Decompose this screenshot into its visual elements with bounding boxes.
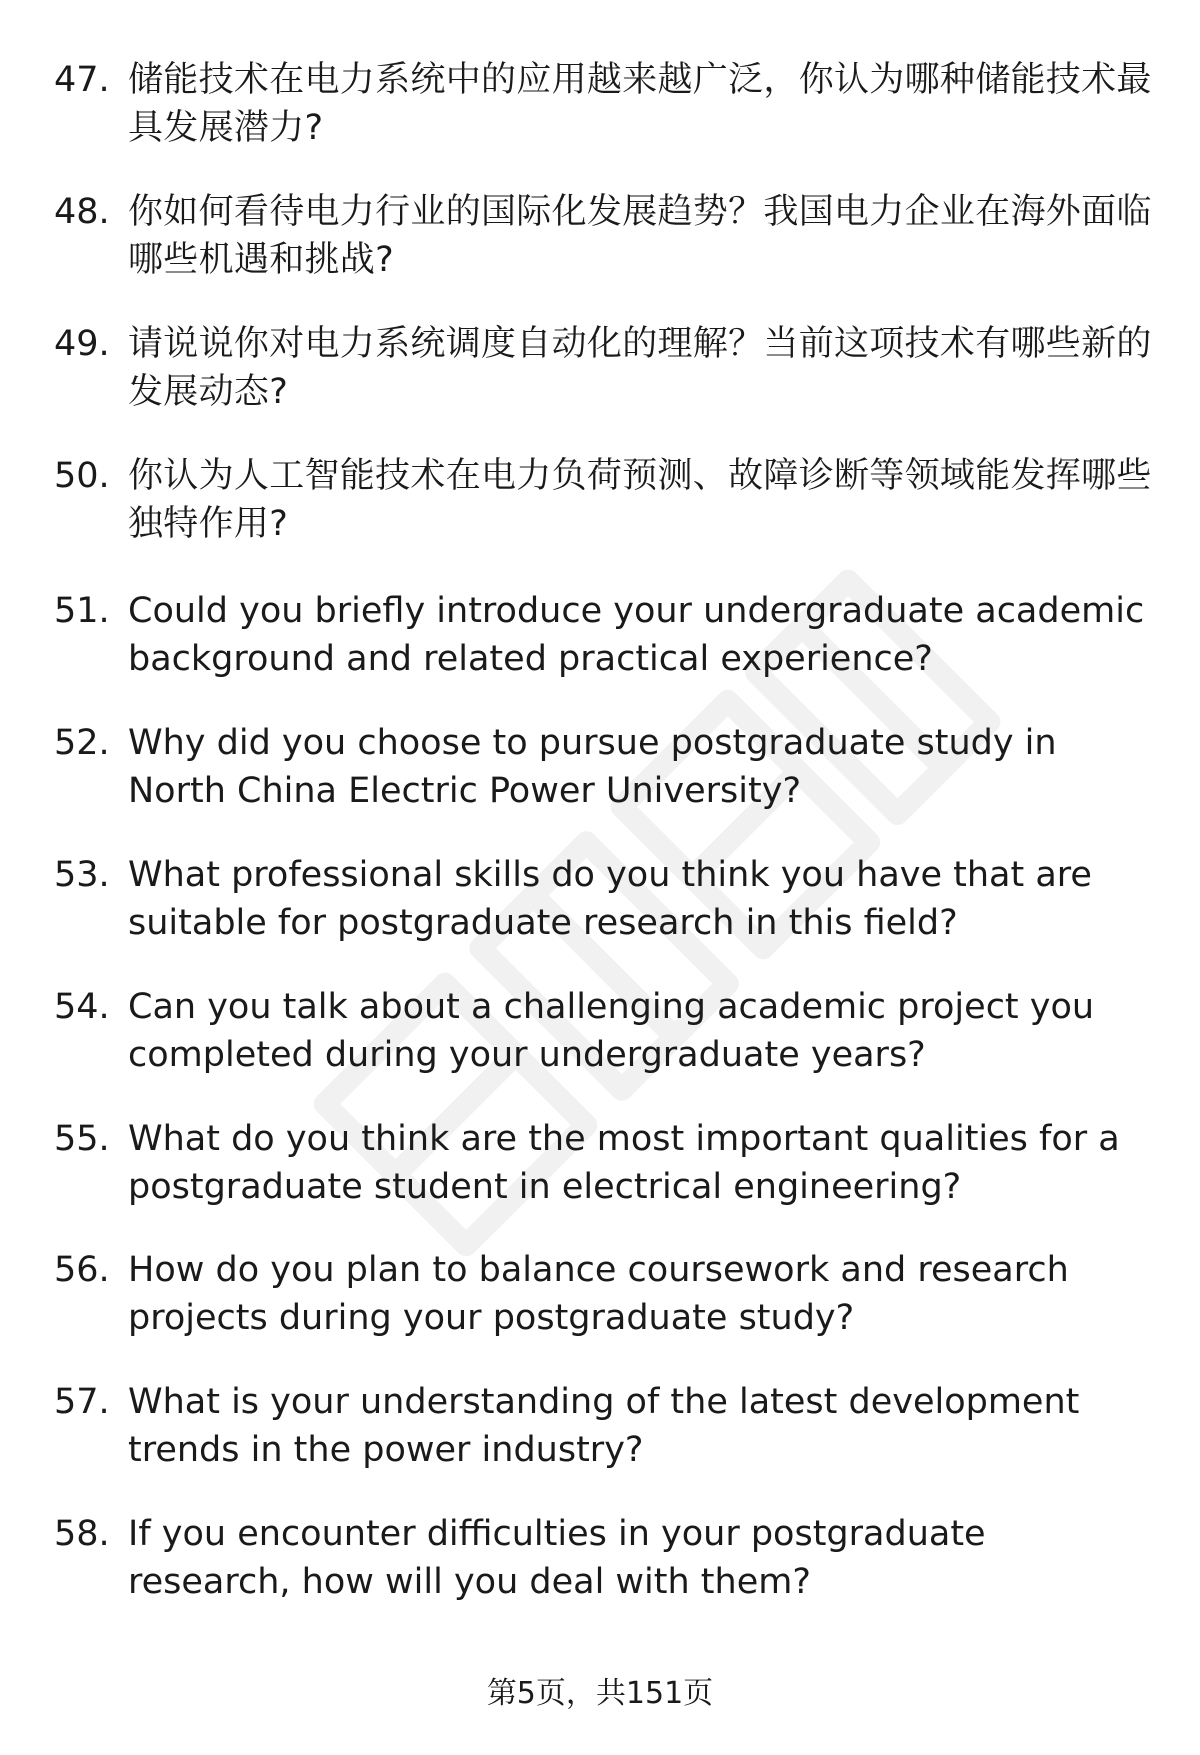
question-text: 你如何看待电力行业的国际化发展趋势？我国电力企业在海外面临哪些机遇和挑战? (128, 192, 1152, 280)
question-item (0, 1510, 1200, 1620)
question-text: Can you talk about a challenging academic project you completed during your undergraduate years? (128, 987, 1095, 1075)
question-text: What is your understanding of the latest development trends in the power industry? (128, 1382, 1080, 1470)
question-item (0, 719, 1200, 829)
question-text: What professional skills do you think you have that are suitable for postgraduate research in this field? (128, 855, 1092, 943)
question-number: 57. (54, 1382, 110, 1422)
question-item (0, 452, 1200, 562)
question-item (0, 587, 1200, 697)
question-number: 52. (54, 723, 110, 763)
question-number: 47. (54, 60, 110, 100)
question-text: Could you briefly introduce your undergraduate academic background and related practical experience? (128, 591, 1145, 679)
question-text: 请说说你对电力系统调度自动化的理解？当前这项技术有哪些新的发展动态? (128, 324, 1152, 412)
question-item (0, 1378, 1200, 1488)
question-number: 55. (54, 1119, 110, 1159)
question-item (0, 851, 1200, 961)
question-number: 49. (54, 324, 110, 364)
question-text: How do you plan to balance coursework and research projects during your postgraduate study? (128, 1250, 1069, 1338)
question-item (0, 56, 1200, 166)
question-number: 54. (54, 987, 110, 1027)
question-item (0, 1115, 1200, 1225)
page-number-footer: 第5页，共151页 (486, 1676, 714, 1711)
question-text: What do you think are the most important qualities for a postgraduate student in electrical engineering? (128, 1119, 1120, 1207)
question-item (0, 983, 1200, 1093)
question-text: 你认为人工智能技术在电力负荷预测、故障诊断等领域能发挥哪些独特作用? (128, 456, 1152, 544)
question-number: 48. (54, 192, 110, 232)
question-number: 50. (54, 456, 110, 496)
question-item (0, 1246, 1200, 1356)
question-text: 储能技术在电力系统中的应用越来越广泛，你认为哪种储能技术最具发展潜力? (128, 60, 1152, 148)
question-number: 58. (54, 1514, 110, 1554)
question-number: 51. (54, 591, 110, 631)
question-text: If you encounter difficulties in your postgraduate research, how will you deal with them? (128, 1514, 986, 1602)
question-item (0, 188, 1200, 298)
question-text: Why did you choose to pursue postgraduate study in North China Electric Power University? (128, 723, 1057, 811)
question-number: 56. (54, 1250, 110, 1290)
question-item (0, 320, 1200, 430)
question-number: 53. (54, 855, 110, 895)
